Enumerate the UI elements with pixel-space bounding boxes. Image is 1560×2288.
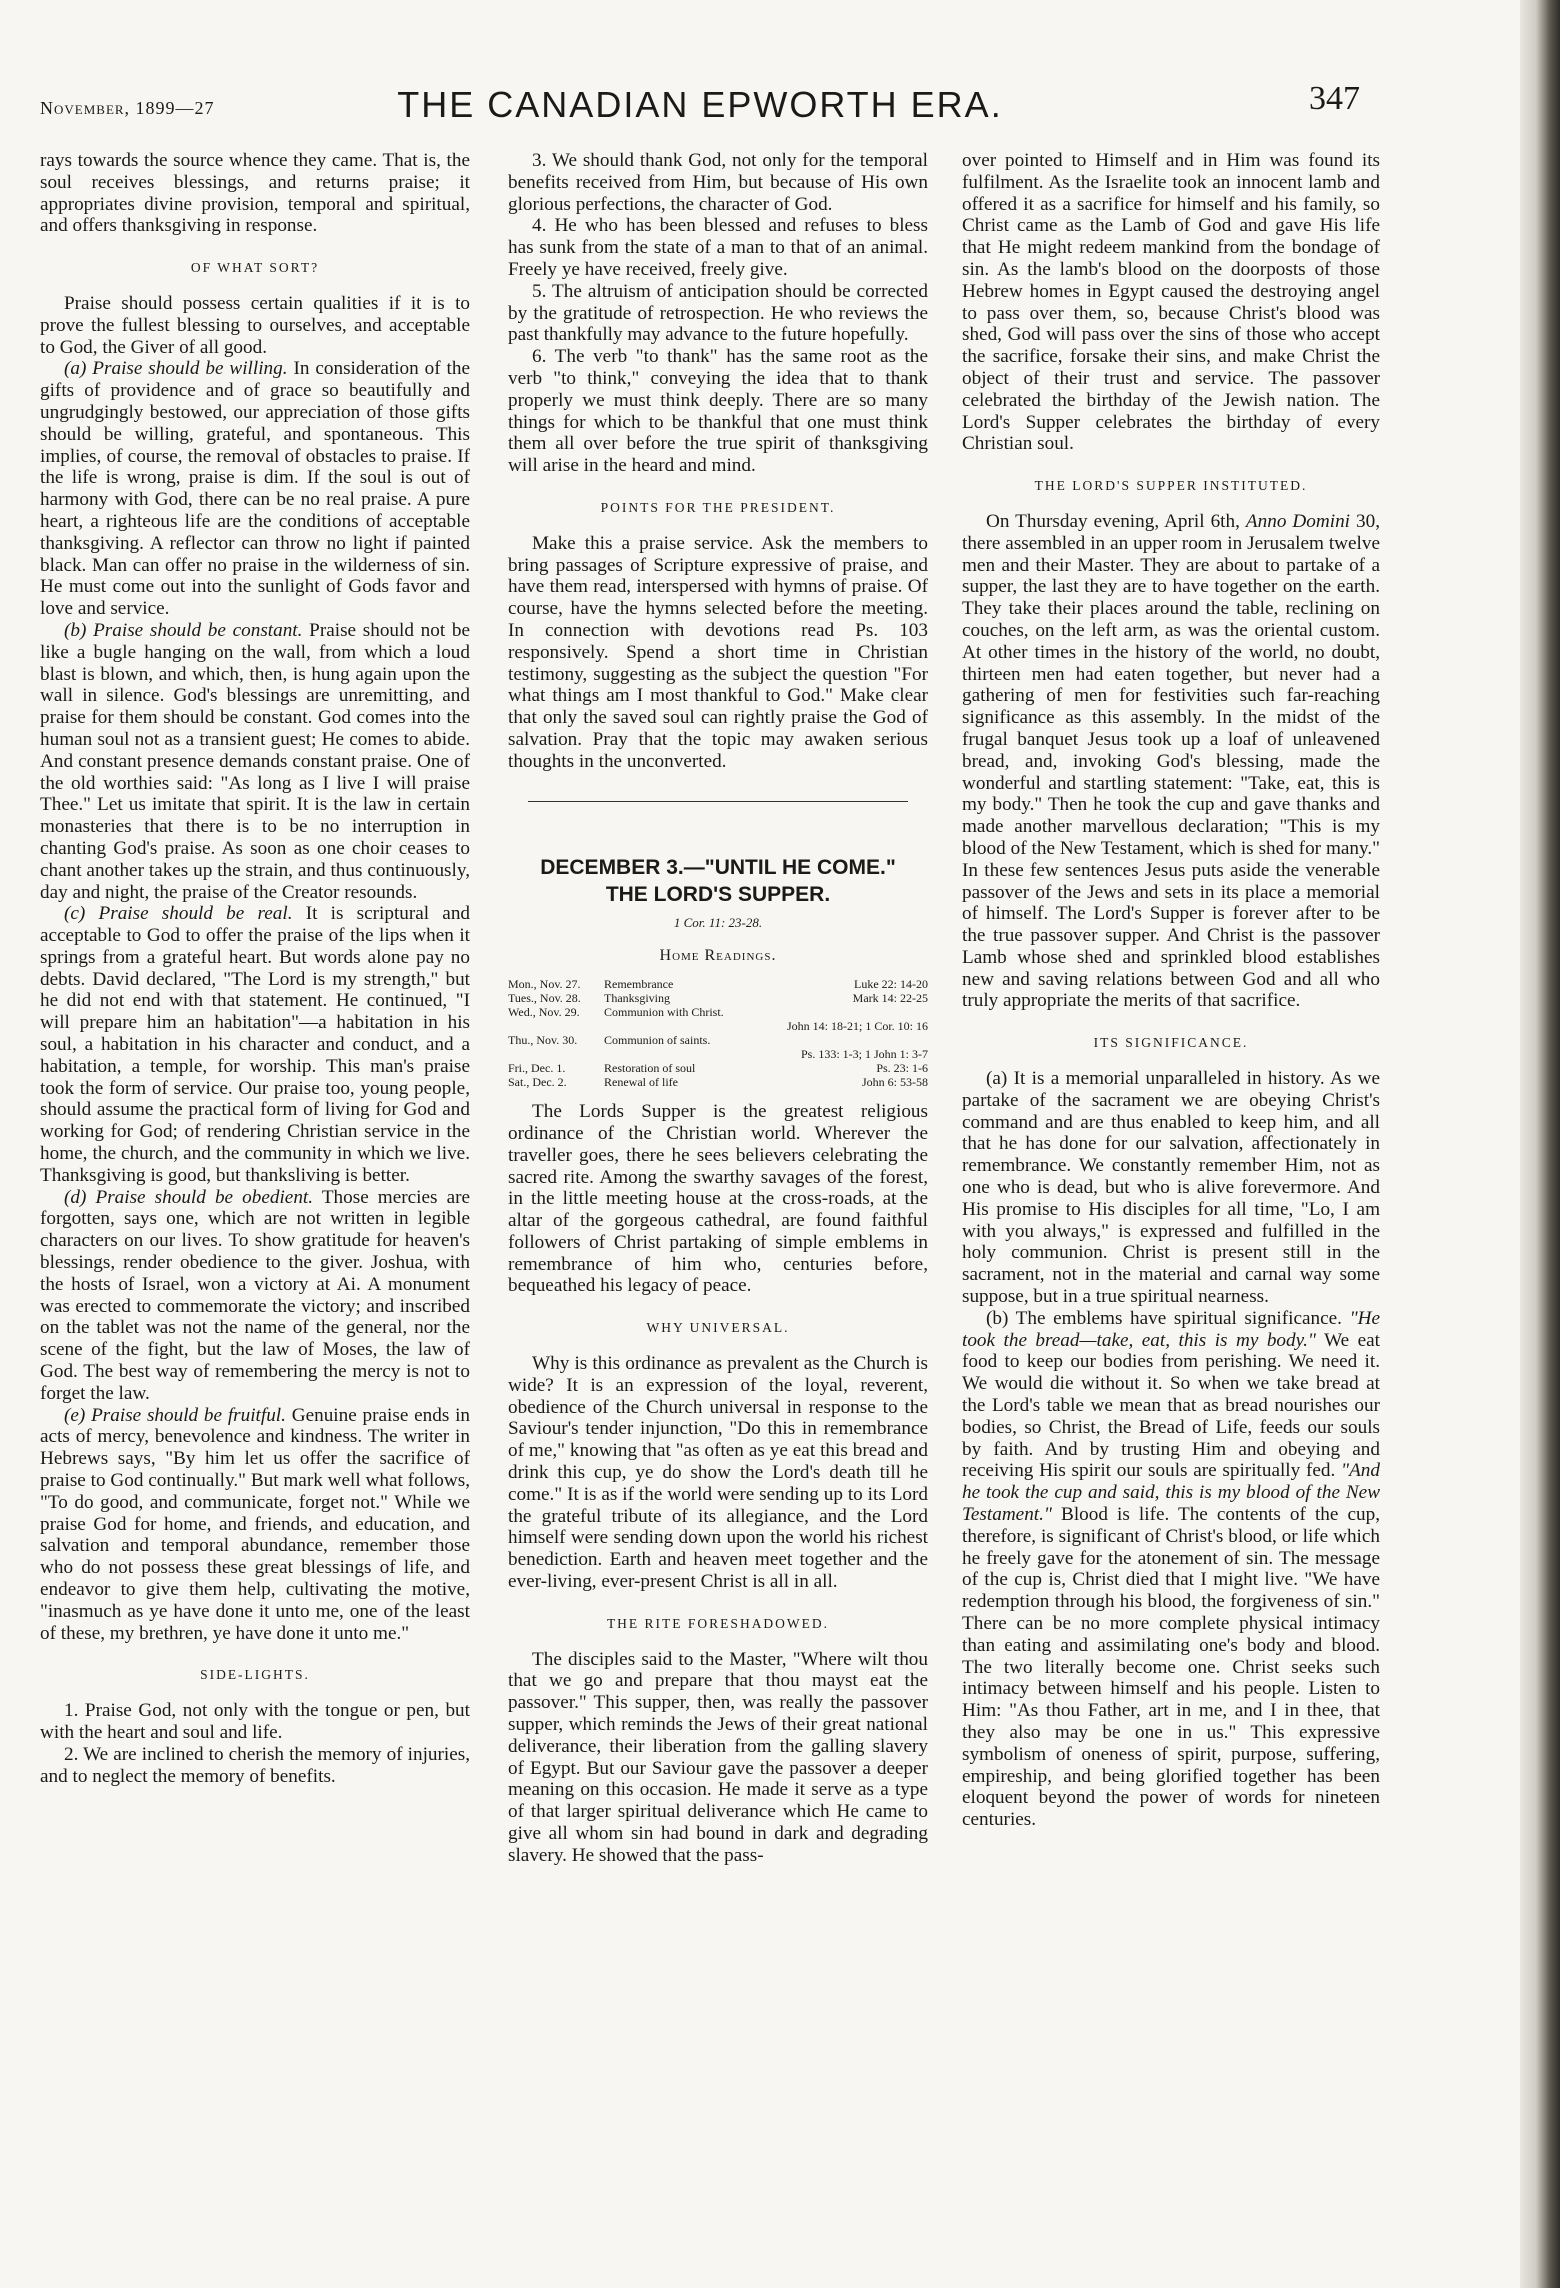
reading-row <box>508 1075 928 1089</box>
reading-day: Tues., Nov. 28. <box>508 991 581 1006</box>
reading-topic: Communion of saints. <box>604 1033 711 1048</box>
paragraph-c <box>40 903 470 1186</box>
reading-row <box>508 1061 928 1075</box>
page-binding-edge <box>1520 0 1560 2288</box>
point-text: It is scriptural and acceptable to God to offer the praise of the lips when it springs from a grateful heart. But words alone pay no debts. David declared, "The Lord is my strength," but he did not end with that statement. He continued, "I will prepare him an habitation"—a habitation in his soul, a habitation in his character and conduct, and a habitation, a temple, for worship. This man's praise took the form of service. Our praise too, young people, should assume the practical form of living for God and working for God; of rendering Christian service in the home, the church, and the community in which we live. Thanksgiving is good, but thanksliving is better. <box>40 903 471 1186</box>
reading-topic <box>604 1047 753 1061</box>
point-text: Genuine praise ends in acts of mercy, benevolence and kindness. The writer in Hebrews says, "By him let us offer the sacrifice of praise to God continually." But mark well what follows, "To do good, and communicate, forget not." While we praise God for home, and friends, and education, and salvation and temporal abundance, remember those who do not possess these great blessings of life, and endeavor to give them help, cultivating the motive, "inasmuch as ye have done it unto me, one of the least of these, my brethren, ye have done it unto me." <box>40 1404 471 1644</box>
paragraph-b <box>962 1308 1380 1831</box>
section-heading: THE RITE FORESHADOWED. <box>606 1615 830 1631</box>
section-heading: SIDE-LIGHTS. <box>200 1667 310 1683</box>
reading-row <box>508 1019 928 1033</box>
paragraph: Make this a praise service. Ask the members to bring passages of Scripture expressive of praise, and have them read, interspersed with hymns of praise. Of course, have the hymns selected before the meeting. In connection with devotions read Ps. 103 responsively. Spend a short time in Christian testimony, suggesting as the subject the question "For what things am I most thankful to God." Make clear that only the saved soul can rightly praise the God of salvation. Pray that the topic may awaken serious thoughts in the unconverted. <box>508 532 928 772</box>
side-light-item: 6. The verb "to thank" has the same root as the verb "to think," conveying the idea that to thank properly we must think deeply. There are so many things for which to be thankful that one must think them all over before the true spirit of thanksgiving will arise in the heard and mind. <box>508 346 928 477</box>
lesson-title-line: THE LORD'S SUPPER. <box>605 882 831 906</box>
point-text: In consideration of the gifts of providence and of grace so beautifully and ungrudgingly bestowed, our appreciation of those gifts should be willing, grateful, and spontaneous. This implies, of course, the removal of obstacles to praise. If the life is wrong, praise is dim. If the soul is out of harmony with God, there can be no real praise. A pure heart, a righteous life are the conditions of acceptable thanksgiving. A reflector can throw no light if painted black. Man can offer no praise in the wilderness of sin. He must come out into the sunlight of Gods favor and love and service. <box>40 358 471 620</box>
side-light-item: 3. We should thank God, not only for the temporal benefits received from Him, but because of His own glorious perfections, the character of God. <box>508 150 928 215</box>
section-heading: THE LORD'S SUPPER INSTITUTED. <box>1034 478 1308 494</box>
column-3 <box>962 150 1380 1831</box>
reading-day: Wed., Nov. 29. <box>508 1005 580 1020</box>
quote: "And he took the cup and said, this is my blood of the New Testament." <box>962 1460 1380 1526</box>
side-light-item: 2. We are inclined to cherish the memory of injuries, and to neglect the memory of benefits. <box>40 1743 470 1787</box>
column-2 <box>508 150 928 1867</box>
column-1 <box>40 150 470 1787</box>
paragraph-b <box>40 620 470 903</box>
section-heading: OF WHAT SORT? <box>190 260 320 276</box>
reading-row <box>508 991 928 1005</box>
page-number: 347 <box>1309 80 1360 117</box>
section-heading: ITS SIGNIFICANCE. <box>1093 1035 1249 1051</box>
section-heading: WHY UNIVERSAL. <box>646 1320 790 1336</box>
paragraph: The Lords Supper is the greatest religious ordinance of the Christian world. Wherever the traveller goes, there he sees believers celebrating the sacred rite. Among the swarthy savages of the forest, in the little meeting house at the cross-roads, at the altar of the gorgeous cathedral, are found faithful followers of Christ partaking of simple emblems in remembrance of him who, centuries before, bequeathed his legacy of peace. <box>508 1101 928 1297</box>
point-text: Praise should not be like a bugle hanging on the wall, from which a loud blast is blown, and which, then, is hung again upon the wall in silence. God's blessings are unremitting, and praise for them should be constant. God comes into the human soul not as a transient guest; He comes to abide. And constant presence demands constant praise. One of the old worthies said: "As long as I live I will praise Thee." Let us imitate that spirit. It is the law in certain monasteries that there is to be no interruption in chanting God's praise. As soon as one choir ceases to chant another takes up the strain, and thus continuously, day and night, the praise of the Creator resounds. <box>40 619 470 903</box>
reading-ref: John 6: 53-58 <box>862 1075 928 1090</box>
reading-ref: Ps. 133: 1-3; 1 John 1: 3-7 <box>800 1047 928 1062</box>
italic-text: Anno Domini <box>1245 510 1350 532</box>
reading-ref: Ps. 23: 1-6 <box>876 1061 928 1076</box>
side-light-item: 1. Praise God, not only with the tongue or pen, but with the heart and soul and life. <box>40 1700 470 1743</box>
point-lead: (e) Praise should be fruitful. <box>64 1404 286 1426</box>
reading-topic: Communion with Christ. <box>604 1005 724 1020</box>
paragraph-a <box>40 358 470 620</box>
home-readings-table <box>508 977 928 1089</box>
quote: "He took the bread—take, eat, this is my body." <box>962 1307 1380 1351</box>
reading-day: Sat., Dec. 2. <box>508 1075 567 1090</box>
reading-day <box>508 1019 604 1033</box>
paragraph-d <box>40 1187 470 1405</box>
reading-day <box>508 1047 604 1061</box>
text: We eat food to keep our bodies from perishing. We need it. We would die without it. So when we take bread at the Lord's table we mean that as bread nourishes our bodies, so Christ, the Bread of Life, feeds our souls by faith. And by trusting Him and obeying and receiving His spirit our souls are spiritually fed. <box>962 1329 1380 1482</box>
reading-row <box>508 977 928 991</box>
reading-topic: Renewal of life <box>604 1075 678 1090</box>
lesson-title <box>508 854 928 908</box>
home-readings-title: Home Readings. <box>659 947 777 965</box>
text: On Thursday evening, April 6th, <box>986 510 1240 532</box>
reading-row <box>508 1005 928 1019</box>
reading-day: Thu., Nov. 30. <box>508 1033 578 1048</box>
reading-topic: Remembrance <box>604 977 674 992</box>
paragraph: over pointed to Himself and in Him was found its fulfilment. As the Israelite took an innocent lamb and offered it as a sacrifice for himself and his family, so Christ came as the Lamb of God and gave His life that He might redeem mankind from the bondage of sin. As the lamb's blood on the doorposts of those Hebrew homes in Egypt caused the destroying angel to pass over them, so, because Christ's blood was shed, God will pass over the sins of those who accept the sacrifice, forsake their sins, and make Christ the object of their trust and service. The passover celebrated the birthday of the Jewish nation. The Lord's Supper celebrates the birthday of every Christian soul. <box>962 150 1380 455</box>
paragraph: Why is this ordinance as prevalent as the Church is wide? It is an expression of the loyal, reverent, obedience of the Church universal in response to the Saviour's tender injunction, "Do this in remembrance of me," knowing that "as often as ye eat this bread and drink this cup, ye do show the Lord's death till he come." It is as if the world were sending up to its Lord the grateful tribute of its allegiance, and the Lord himself were sending down upon the world his richest benediction. Earth and heaven meet together and the ever-living, ever-present Christ is all in all. <box>508 1353 928 1593</box>
point-lead: (a) Praise should be willing. <box>64 358 288 380</box>
reading-day: Fri., Dec. 1. <box>508 1061 566 1076</box>
divider <box>528 801 908 802</box>
reading-ref: Mark 14: 22-25 <box>852 991 928 1006</box>
paragraph: The disciples said to the Master, "Where wilt thou that we go and prepare that thou mayst eat the passover." This supper, then, was really the passover supper, which reminds the Jews of their great national deliverance, their liberation from the galling slavery of Egypt. But our Saviour gave the passover a deeper meaning on this occasion. He made it serve as a type of that larger spiritual deliverance which He came to give all whom sin had bound in dark and degrading slavery. He showed that the pass- <box>508 1648 928 1866</box>
reading-ref: Luke 22: 14-20 <box>854 977 928 992</box>
point-lead: (b) Praise should be constant. <box>64 619 303 641</box>
paragraph <box>962 511 1380 1012</box>
reading-ref <box>753 1005 928 1019</box>
side-light-item: 4. He who has been blessed and refuses to bless has sunk from the state of a man to that of an animal. Freely ye have received, freely give. <box>508 215 928 280</box>
text: Blood is life. The contents of the cup, therefore, is significant of Christ's blood, or life which he freely gave for the atonement of sin. The message of the cup is, Christ died that I might live. "We have redemption through his blood, the forgiveness of sin." There can be no more complete physical intimacy than eating and assimilating one's body and blood. The two literally become one. Christ seeks such intimacy between himself and his people. Listen to Him: "As thou Father, art in me, and I in thee, that they also may be one in us." This expressive symbolism of oneness of spirit, purpose, suffering, empireship, and being glorified together has been eloquent beyond the power of words for nineteen centuries. <box>962 1504 1380 1831</box>
point-lead: (d) Praise should be obedient. <box>64 1186 314 1208</box>
reading-day: Mon., Nov. 27. <box>508 977 581 992</box>
point-lead: (c) Praise should be real. <box>64 903 293 925</box>
reading-ref: John 14: 18-21; 1 Cor. 10: 16 <box>786 1019 928 1034</box>
reading-topic <box>604 1019 753 1033</box>
reading-row <box>508 1047 928 1061</box>
paragraph: Praise should possess certain qualities if it is to prove the fullest blessing to ourselves, and acceptable to God, the Giver of all good. <box>40 292 470 358</box>
paragraph: rays towards the source whence they came. That is, the soul receives blessings, and returns praise; it appropriates divine provision, temporal and spiritual, and offers thanksgiving in response. <box>40 150 470 237</box>
point-text: Those mercies are forgotten, says one, which are not written in legible characters on our lives. To show gratitude for heaven's blessings, render obedience to the giver. Joshua, with the hosts of Israel, won a victory at Ai. A monument was erected to commemorate the victory; and inscribed on the tablet was not the name of the general, nor the scene of the fight, but the law of Moses, the law of God. The best way of remembering the mercy is not to forget the law. <box>40 1186 470 1404</box>
text: (b) The emblems have spiritual significance. <box>986 1307 1342 1329</box>
reading-row <box>508 1033 928 1047</box>
lesson-title-line: DECEMBER 3.—"UNTIL HE COME." <box>540 855 896 879</box>
paragraph-a: (a) It is a memorial unparalleled in history. As we partake of the sacrament we are obeying Christ's command and are thus enabled to keep him, and all that he has done for our salvation, affectionately in remembrance. We constantly remember Him, not as one who is dead, but who is alive forevermore. And His promise to His disciples for all time, "Lo, I am with you always," is expressed and fulfilled in the holy communion. Christ is present still in the sacrament, not in the material and carnal way some suppose, but in a true spiritual nearness. <box>962 1068 1380 1308</box>
paragraph-e <box>40 1405 470 1645</box>
page-header <box>40 78 1360 138</box>
side-light-item: 5. The altruism of anticipation should be corrected by the gratitude of retrospection. He who reviews the past thankfully may advance to the future hopefully. <box>508 280 928 346</box>
reading-topic: Restoration of soul <box>604 1061 696 1076</box>
masthead-title: THE CANADIAN EPWORTH ERA. <box>397 84 1003 125</box>
section-heading: POINTS FOR THE PRESIDENT. <box>600 499 836 515</box>
issue-date: November, 1899—27 <box>40 98 215 118</box>
scripture-reference: 1 Cor. 11: 23-28. <box>673 914 763 930</box>
reading-ref <box>753 1033 928 1047</box>
reading-topic: Thanksgiving <box>604 991 670 1006</box>
text: 30, there assembled in an upper room in Jerusalem twelve men and their Master. They are about to partake of a supper, the last they are to have together on the earth. They take their places around the table, reclining on couches, on the left arm, as was the oriental custom. At other times in the history of the world, no doubt, thirteen men had eaten together, but never had a gathering of men for festivities such far-reaching significance as this assembly. In the midst of the frugal banquet Jesus took up a loaf of unleavened bread, and, invoking God's blessing, made the wonderful and startling statement: "Take, eat, this is my body." Then he took the cup and gave thanks and made another marvellous declaration; "This is my blood of the New Testament, which is shed for many." In these few sentences Jesus puts aside the venerable passover of the Jews and sets in its place a memorial of himself. The Lord's Supper is forever after to be the true passover supper. And Christ is the passover Lamb whose shed and sprinkled blood establishes new and saving relations between God and all who truly appropriate the merits of that sacrifice. <box>962 510 1380 1012</box>
